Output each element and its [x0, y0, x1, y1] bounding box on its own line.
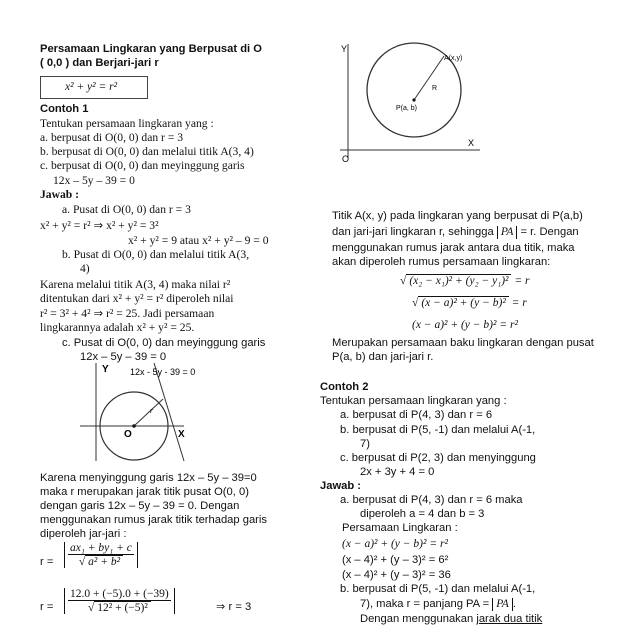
answer-a1: a. Pusat di O(0, 0) dan r = 3	[62, 203, 191, 216]
formula-2-end: = r	[511, 297, 527, 309]
radius-label: R	[432, 85, 438, 92]
center-label: P(a, b)	[396, 105, 418, 112]
origin-label: O	[124, 429, 132, 440]
abs-bars	[64, 542, 138, 568]
contoh2-qc: c. berpusat di P(2, 3) dan menyinggung	[340, 452, 536, 464]
text-line3: menggunakan rumus jarak antara dua titik, maka	[332, 242, 575, 254]
radius-line	[414, 56, 444, 100]
formula-1-end: = r	[514, 275, 530, 287]
answer-b6: lingkarannya adalah x² + y² = 25.	[40, 321, 195, 334]
abs-pa: PA	[497, 226, 518, 239]
point-a-label: A(x,y)	[444, 55, 463, 62]
question-b: b. berpusat di O(0, 0) dan melalui titik A(3, 4)	[40, 145, 254, 158]
y-label: Y	[102, 364, 109, 375]
line-label: 12x - 5y - 39 = 0	[130, 367, 196, 377]
formula-text: x² + y² = r²	[65, 81, 118, 93]
contoh2-qb: b. berpusat di P(5, -1) dan melalui A(-1,	[340, 424, 536, 436]
jawab2-a2: diperoleh a = 4 dan b = 3	[360, 508, 485, 520]
jawab2-heading: Jawab :	[320, 480, 362, 492]
contoh2-heading: Contoh 2	[320, 381, 369, 393]
jawab2-a6: (x – 4)² + (y – 3)² = 36	[342, 569, 451, 581]
fraction2-denominator-wrap: √ 12² + (−5)²	[68, 601, 171, 614]
radius-label: r	[150, 406, 154, 415]
tangent-circle-figure	[80, 363, 220, 463]
r-equation-prefix-1: r =	[40, 556, 54, 568]
answer-b4: ditentukan dari x² + y² = r² diperoleh nilai	[40, 292, 234, 305]
text-line2-end: = r. Dengan	[520, 226, 579, 238]
standard-line1: Merupakan persamaan baku lingkaran dengan pusat	[332, 337, 594, 349]
answer-b3: Karena melalui titik A(3, 4) maka nilai r²	[40, 278, 231, 291]
contoh1-intro: Tentukan persamaan lingkaran yang :	[40, 117, 214, 130]
fraction2-denominator: 12² + (−5)²	[94, 601, 151, 614]
contoh2-qc2: 2x + 3y + 4 = 0	[360, 466, 435, 478]
formula-1: √ (x₂ − x₁)² + (y₂ − y₁)² = r	[400, 275, 530, 287]
text-line2	[332, 226, 579, 239]
contoh2-qb2: 7)	[360, 438, 370, 450]
formula-3: (x − a)² + (y − b)² = r²	[412, 319, 518, 331]
jawab-heading: Jawab :	[40, 188, 79, 201]
fraction-denominator-wrap: √ a² + b²	[68, 555, 134, 568]
jawab2-b2	[360, 598, 516, 611]
answer-b1: b. Pusat di O(0, 0) dan melalui titik A(3,	[62, 248, 250, 261]
distance-substitution	[64, 588, 175, 614]
r-result: ⇒ r = 3	[216, 601, 252, 613]
answer-c2: 12x – 5y – 39 = 0	[80, 351, 167, 363]
answer-a2: x² + y² = r² ⇒ x² + y² = 3²	[40, 219, 159, 232]
section-title-line2: ( 0,0 ) dan Berjari-jari r	[40, 57, 159, 69]
section-title-line1: Persamaan Lingkaran yang Berpusat di O	[40, 43, 262, 55]
x-label: X	[178, 429, 185, 440]
fraction	[68, 542, 134, 568]
karena-line2: maka r merupakan jarak titik pusat O(0, 0)	[40, 486, 249, 498]
abs-pa-2: PA	[492, 598, 513, 611]
distance-formula	[64, 542, 138, 568]
contoh1-heading: Contoh 1	[40, 103, 89, 115]
origin-label: O	[342, 154, 350, 164]
jawab2-a4: (x − a)² + (y − b)² = r²	[342, 538, 448, 550]
text-line4: akan diperoleh rumus persamaan lingkaran:	[332, 256, 551, 268]
fraction-denominator: a² + b²	[85, 555, 123, 568]
jawab2-b3-underlined: jarak dua titik	[476, 613, 543, 625]
fraction-numerator: ax₁ + by₁ + c	[70, 542, 132, 554]
text-line2-start: dan jari-jari lingkaran r, sehingga	[332, 226, 494, 238]
jawab2-b3	[360, 613, 542, 626]
x-label: X	[468, 138, 475, 148]
karena-line1: Karena menyinggung garis 12x – 5y – 39=0	[40, 472, 257, 484]
tangent-line	[154, 363, 184, 461]
center-point	[132, 424, 136, 428]
question-c: c. berpusat di O(0, 0) dan meyinggung garis	[40, 159, 245, 172]
question-c-line2: 12x – 5y – 39 = 0	[53, 174, 135, 187]
answer-a3: x² + y² = 9 atau x² + y² – 9 = 0	[128, 234, 269, 247]
contoh2-qa: a. berpusat di P(4, 3) dan r = 6	[340, 409, 493, 421]
text-line1: Titik A(x, y) pada lingkaran yang berpusat di P(a,b)	[332, 210, 583, 222]
jawab2-a3: Persamaan Lingkaran :	[342, 522, 458, 534]
jawab2-b2-start: 7), maka r = panjang PA =	[360, 598, 490, 610]
formula-1-body: (x₂ − x₁)² + (y₂ − y₁)²	[406, 274, 511, 288]
answer-c1: c. Pusat di O(0, 0) dan meyinggung garis	[62, 337, 266, 349]
contoh2-intro: Tentukan persamaan lingkaran yang :	[320, 395, 507, 407]
answer-b5: r² = 3² + 4² ⇒ r² = 25. Jadi persamaan	[40, 307, 215, 320]
formula-2: √ (x − a)² + (y − b)² = r	[412, 297, 527, 309]
general-circle-figure	[334, 38, 484, 168]
fraction2-numerator: 12.0 + (−5).0 + (−39)	[70, 588, 169, 600]
standard-line2: P(a, b) dan jari-jari r.	[332, 351, 434, 363]
jawab2-b2-end: .	[512, 598, 516, 610]
karena-line4: menggunakan rumus jarak titik terhadap garis	[40, 514, 267, 526]
abs-bars-2	[64, 588, 175, 614]
jawab2-b1: b. berpusat di P(5, -1) dan melalui A(-1,	[340, 583, 536, 595]
jawab2-a5: (x – 4)² + (y – 3)² = 6²	[342, 554, 449, 566]
answer-b2: 4)	[80, 262, 90, 275]
question-a: a. berpusat di O(0, 0) dan r = 3	[40, 131, 184, 144]
jawab2-b3-start: Dengan menggunakan	[360, 613, 474, 625]
formula-box	[40, 76, 148, 99]
fraction-2	[68, 588, 171, 614]
jawab2-a1: a. berpusat di P(4, 3) dan r = 6 maka	[340, 494, 523, 506]
y-label: Y	[341, 44, 348, 54]
formula-2-body: (x − a)² + (y − b)²	[418, 296, 508, 310]
karena-line5: diperoleh jar-jari :	[40, 528, 127, 540]
center-point	[412, 98, 415, 101]
karena-line3: dengan garis 12x – 5y – 39 = 0. Dengan	[40, 500, 240, 512]
radius-line	[134, 399, 163, 426]
r-equation-prefix-2: r =	[40, 601, 54, 613]
